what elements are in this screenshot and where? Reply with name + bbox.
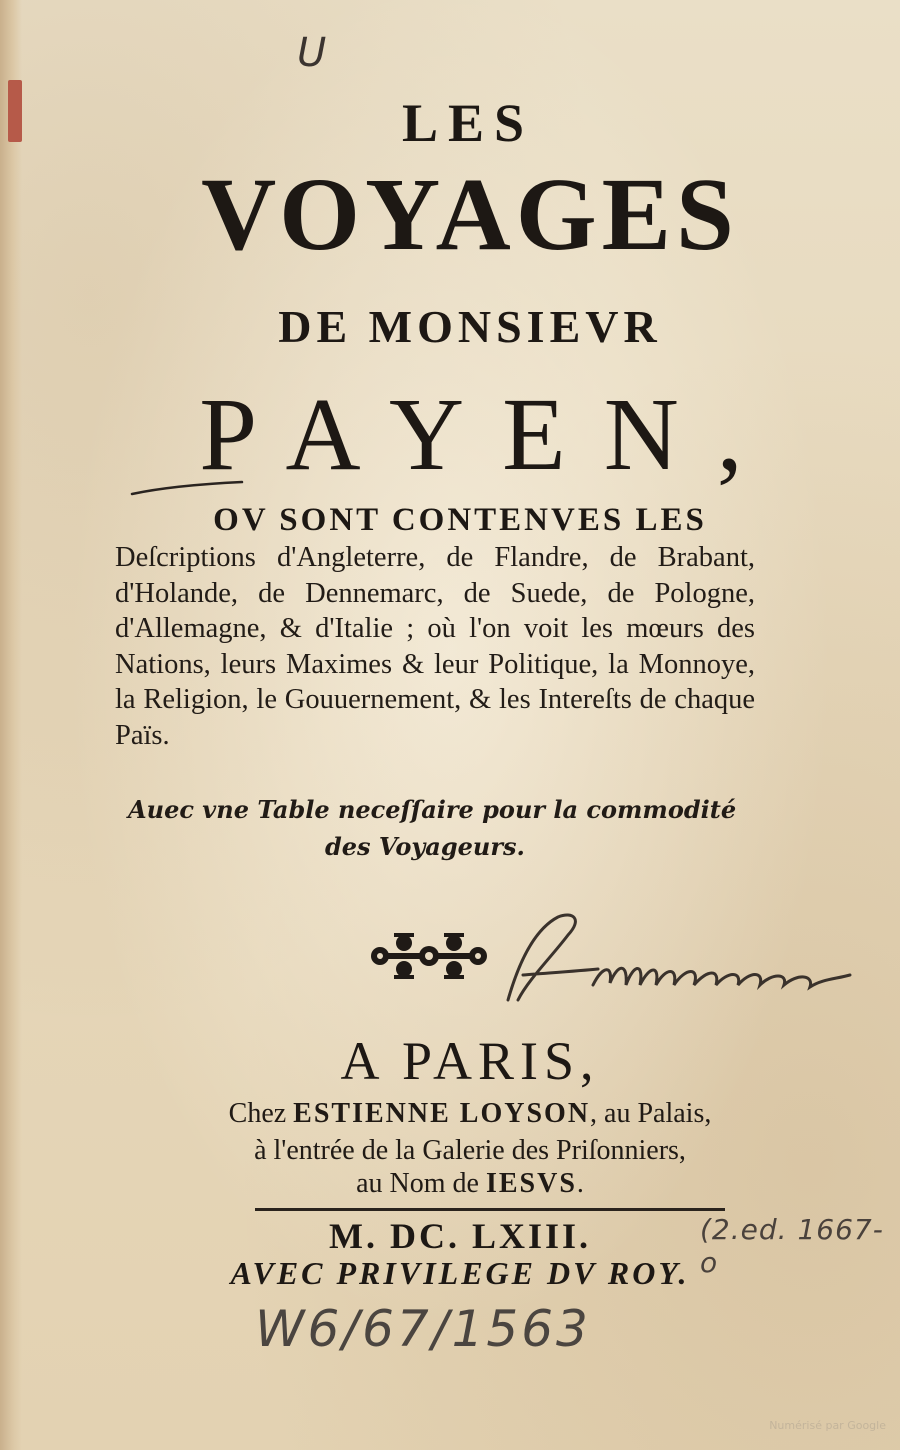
table-note-line1: Auec vne Table neceſſaire pour la commodité (128, 795, 737, 824)
sign-name: IESVS (485, 1168, 577, 1199)
title-de-monsieur: DE MONSIEVR (278, 301, 662, 352)
imprint-sign-line (0, 1168, 900, 1200)
privilege-line: AVEC PRIVILEGE DV ROY. (230, 1255, 690, 1291)
printer-name: ESTIENNE LOYSON (293, 1098, 591, 1129)
title-voyages: VOYAGES (201, 157, 739, 272)
imprint-printer-line (0, 1098, 900, 1130)
imprint-city: A PARIS, (340, 1031, 600, 1091)
printers-ornament (364, 925, 494, 987)
title-les: LES (401, 93, 535, 153)
table-note-line2: des Voyageurs. (325, 832, 525, 861)
handwritten-edition-note: (2.ed. 1667-o (700, 1213, 884, 1279)
imprint-address-line: à l'entrée de la Galerie des Priſonniers, (254, 1135, 686, 1166)
handwritten-shelfmark: W6/67/1563 (255, 1300, 591, 1358)
title-payen: PAYEN, (199, 377, 781, 492)
imprint-au-nom: au Nom de (356, 1168, 486, 1199)
title-ou-sont-contenues: OV SONT CONTENVES LES (213, 502, 707, 538)
handwritten-underline (130, 478, 245, 500)
handwritten-top-mark: U (297, 30, 327, 76)
digitization-watermark: Numérisé par Google (769, 1419, 886, 1432)
imprint-au-palais: , au Palais, (590, 1098, 712, 1129)
imprint-chez: Chez (228, 1098, 294, 1129)
handwritten-signature (488, 905, 858, 1015)
horizontal-rule (255, 1208, 725, 1211)
description-paragraph: Deſcriptions d'Angleterre, de Flandre, de Brabant, d'Holande, de Dennemarc, de Suede, de Pologne, d'Allemagne, & d'Italie ; où l'on voit les mœurs des Nations, leurs Maximes & leur Politique, la Monnoye, la Religion, le Gouuernement, & les Intereſts de chaque Païs. (115, 542, 755, 751)
imprint-period: . (576, 1168, 584, 1199)
publication-date: M. DC. LXIII. (328, 1216, 591, 1256)
